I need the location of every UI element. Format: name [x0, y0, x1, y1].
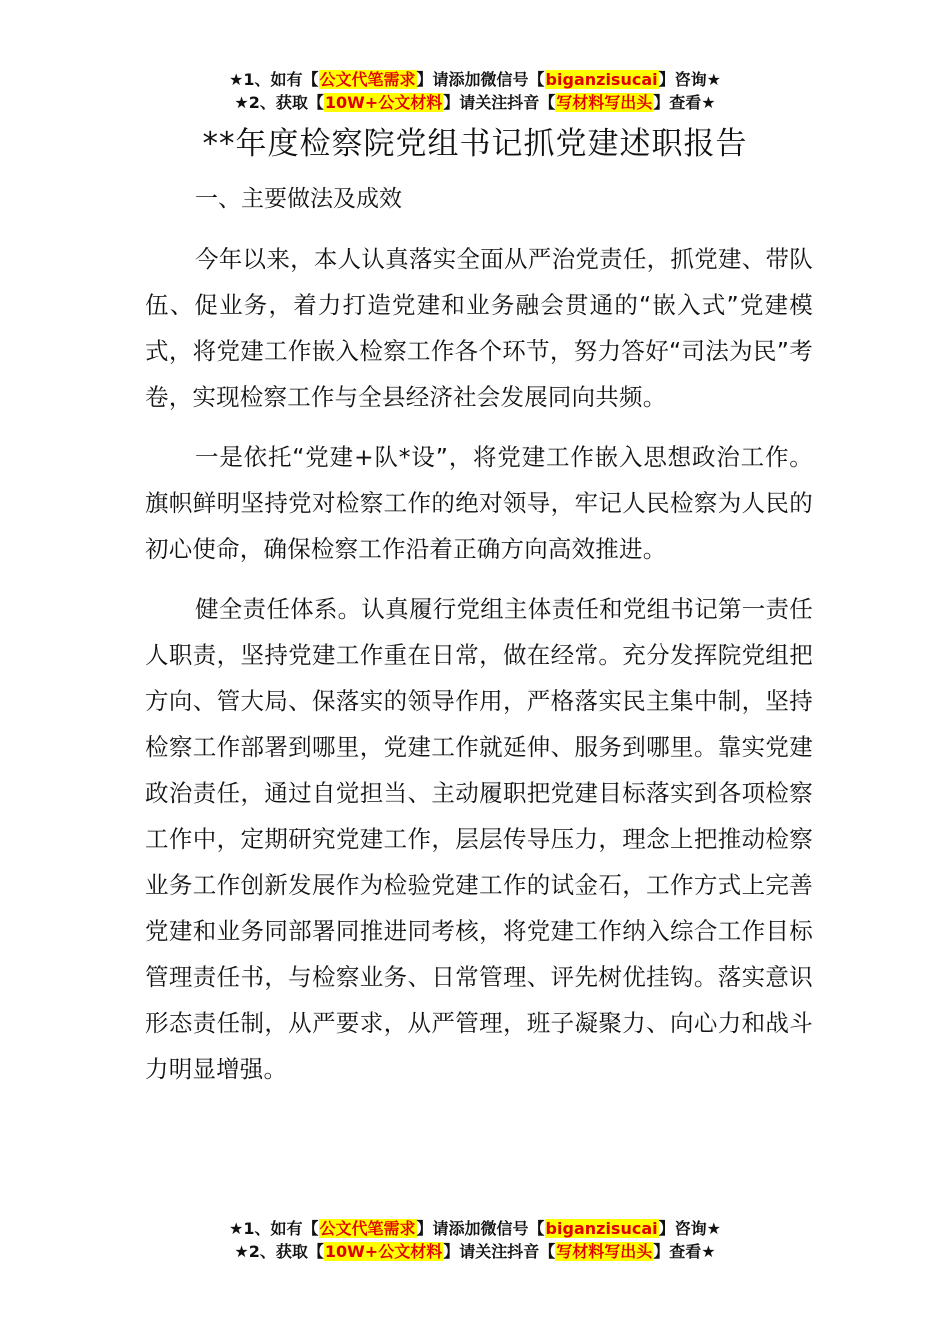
promo-highlight: 10W+公文材料 — [324, 93, 443, 112]
body-paragraph: 一是依托“党建+队*设”，将党建工作嵌入思想政治工作。旗帜鲜明坚持党对检察工作的绝对领导，牢记人民检察为人民的初心使命，确保检察工作沿着正确方向高效推进。 — [145, 443, 813, 563]
douyin-account: 写材料写出头 — [556, 1242, 653, 1261]
douyin-account: 写材料写出头 — [556, 93, 653, 112]
body-paragraph: 健全责任体系。认真履行党组主体责任和党组书记第一责任人职责，坚持党建工作重在日常，做在经常。充分发挥院党组把方向、管大局、保落实的领导作用，严格落实民主集中制，坚持检察工作部署到哪里，党建工作就延伸、服务到哪里。靠实党建政治责任，通过自觉担当、主动履职把党建目标落实到各项检察工作中，定期研究党建工作，层层传导压力，理念上把推动检察业务工作创新发展作为检验党建工作的试金石，工作方式上完善党建和业务同部署同推进同考核，将党建工作纳入综合工作目标管理责任书，与检察业务、日常管理、评先树优挂钩。落实意识形态责任制，从严要求，从严管理，班子凝聚力、向心力和战斗力明显增强。 — [145, 595, 813, 1083]
promo-line-1: ★1、如有【公文代笔需求】请添加微信号【biganzisucai】咨询★ — [229, 70, 721, 89]
promo-highlight: 公文代笔需求 — [319, 1219, 416, 1238]
document-body — [145, 176, 813, 1106]
document-title: **年度检察院党组书记抓党建述职报告 — [202, 126, 748, 162]
promo-highlight: 公文代笔需求 — [319, 70, 416, 89]
promo-highlight: 10W+公文材料 — [324, 1242, 443, 1261]
section-heading: 一、主要做法及成效 — [195, 186, 402, 212]
promo-banner-bottom — [0, 1217, 950, 1263]
body-paragraph: 今年以来，本人认真落实全面从严治党责任，抓党建、带队伍、促业务，着力打造党建和业务融会贯通的“嵌入式”党建模式，将党建工作嵌入检察工作各个环节，努力答好“司法为民”考卷，实现检察工作与全县经济社会发展同向共频。 — [145, 245, 813, 411]
promo-line-2: ★2、获取【10W+公文材料】请关注抖音【写材料写出头】查看★ — [234, 1242, 716, 1261]
wechat-id: biganzisucai — [545, 70, 658, 89]
promo-banner-top — [0, 68, 950, 114]
wechat-id: biganzisucai — [545, 1219, 658, 1238]
promo-line-2: ★2、获取【10W+公文材料】请关注抖音【写材料写出头】查看★ — [234, 93, 716, 112]
promo-line-1: ★1、如有【公文代笔需求】请添加微信号【biganzisucai】咨询★ — [229, 1219, 721, 1238]
